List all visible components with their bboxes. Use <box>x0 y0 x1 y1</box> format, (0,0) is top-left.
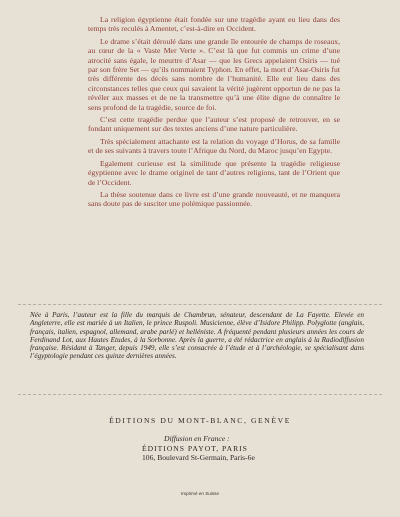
blurb-paragraph-4: Très spécialement attachante est la relation du voyage d’Horus, de sa famille et de ses suivants à travers toute l’Afrique du Nord, du Maroc jusqu’en Egypte. <box>88 136 340 156</box>
blurb-paragraph-1: La religion égyptienne était fondée sur une tragédie ayant eu lieu dans des temps très reculés à Amentet, c’est-à-dire en Occident. <box>88 15 340 34</box>
distributor-name: ÉDITIONS PAYOT, PARIS <box>142 443 248 453</box>
distributor-address: 106, Boulevard St-Germain, Paris-6e <box>142 453 255 463</box>
publisher-name: ÉDITIONS DU MONT-BLANC, GENÈVE <box>109 416 291 425</box>
blurb-paragraph-5: Egalement curieuse est la similitude que présente la tragédie religieuse égyptienne avec le drame originel de tant d’autres religions, tant de l’Orient que de l’Occident. <box>88 158 340 187</box>
printed-in-note: Imprimé en Suisse <box>180 491 220 496</box>
blurb-paragraph-3: C’est cette tragédie perdue que l’auteur s’est proposé de retrouver, en se fondant uniquement sur des textes anciens d’une nature particulière. <box>88 115 340 134</box>
blurb-paragraph-6: La thèse soutenue dans ce livre est d’une grande nouveauté, et ne manquera sans doute pas de susciter une polémique passionnée. <box>88 189 340 209</box>
distribution-block <box>142 434 342 463</box>
author-bio: Née à Paris, l’auteur est la fille du marquis de Chambrun, sénateur, descendant de La Fayette. Elevée en Angleterre, elle est mariée à un Italien, le prince Ruspoli. Musicienne, élève d’Isidore Philipp. Polyglotte (anglais, français, italien, espagnol, allemand, arabe parlé) et helléniste. A fréquenté pendant plusieurs années les cours de Ferdinand Lot, aux Hautes Etudes, à la Sorbonne. Après la guerre, a été rédactrice en anglais à la Radiodiffusion française. Résidant à Tanger, depuis 1949, elle s’est consacrée à l’étude et à l’archéologie, se spécialisant dans l’égyptologie pendant ces quinze dernières années. <box>30 311 364 361</box>
distribution-label: Diffusion en France : <box>164 434 230 443</box>
blurb-text <box>88 15 340 212</box>
divider-bottom <box>18 394 382 395</box>
blurb-paragraph-2: Le drame s’était déroulé dans une grande île entourée de champs de roseaux, au cœur de la « Vaste Mer Verte ». C’est là que fut commis un crime d’une atrocité sans égale, le meurtre d’Asar — que les Grecs appelaient Osiris — tué par son frère Set — qu’ils nommaient Typhon. En effet, la mort d’Asar-Osiris fut très différente des décès sans nombre de l’humanité. Elle eut lieu dans des circonstances telles que ceux qui savaient la vérité jugèrent opportun de ne pas la révéler aux masses et de ne la transmettre qu’à une élite digne de connaître le sens profond de la tragédie, source de foi. <box>88 36 340 112</box>
divider-top <box>18 304 382 305</box>
